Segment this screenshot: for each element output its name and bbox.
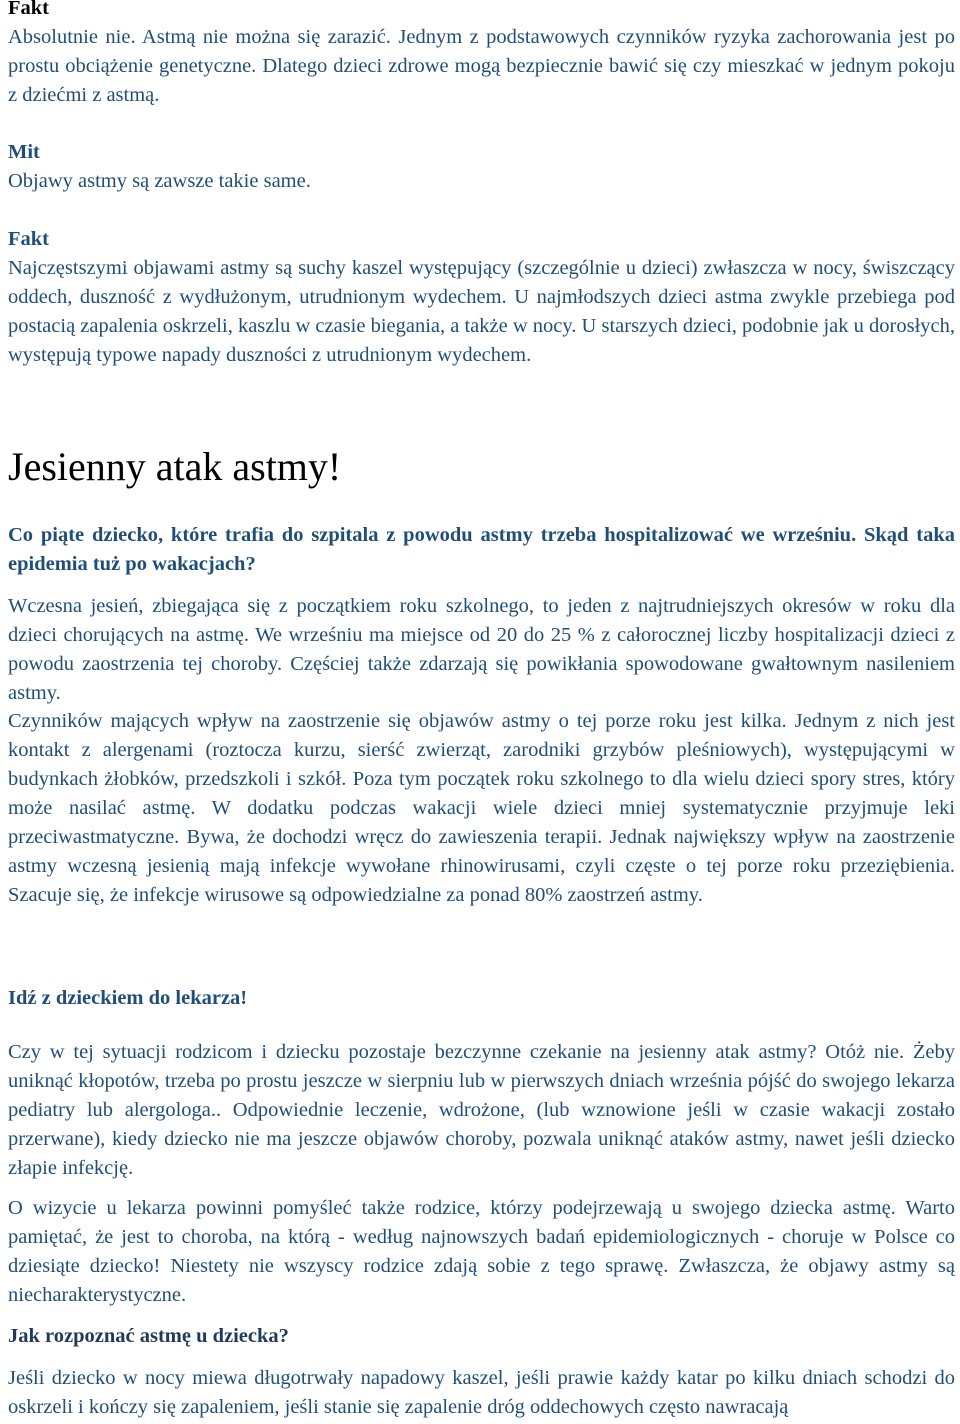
article-paragraph-5: Jeśli dziecko w nocy miewa długotrwały napadowy kaszel, jeśli prawie każdy katar po kilku dniach schodzi do oskrzeli i kończy się zapaleniem, jeśli stanie się zapalenie dróg oddechowych często nawracają bbox=[8, 1367, 955, 1418]
fakt-section-1 bbox=[8, 0, 955, 110]
fakt-heading: Fakt bbox=[8, 0, 49, 19]
subheading-doctor: Idź z dzieckiem do lekarza! bbox=[8, 987, 248, 1009]
article-paragraph-1: Wczesna jesień, zbiegająca się z początkiem roku szkolnego, to jeden z najtrudniejszych okresów w roku dla dzieci chorujących na astmę. We wrześniu ma miejsce od 20 do 25 % z całorocznej liczby hospitalizacji dzieci z powodu zaostrzenia tej choroby. Częściej także zdarzają się powikłania spowodowane gwałtownym nasileniem astmy. bbox=[8, 595, 955, 704]
subheading-diagnosis: Jak rozpoznać astmę u dziecka? bbox=[8, 1325, 289, 1347]
article-paragraph-4: O wizycie u lekarza powinni pomyśleć także rodzice, którzy podejrzewają u swojego dziecka astmę. Warto pamiętać, że jest to choroba, na którą - według najnowszych badań epidemiologicznych - choruje w Polsce co dziesiąte dziecko! Niestety nie wszyscy rodzice zdają sobie z tego sprawę. Zwłaszcza, że objawy astmy są niecharakterystyczne. bbox=[8, 1197, 955, 1306]
mit-text: Objawy astmy są zawsze takie same. bbox=[8, 170, 311, 192]
fakt-heading-2: Fakt bbox=[8, 228, 49, 250]
article-lead: Co piąte dziecko, które trafia do szpitala z powodu astmy trzeba hospitalizować we wrześniu. Skąd taka epidemia tuż po wakacjach? bbox=[8, 524, 955, 575]
mit-section bbox=[8, 138, 955, 196]
mit-heading: Mit bbox=[8, 141, 40, 163]
fakt-text: Absolutnie nie. Astmą nie można się zarazić. Jednym z podstawowych czynników ryzyka zachorowania jest po prostu obciążenie genetyczne. Dlatego dzieci zdrowe mogą bezpiecznie bawić się czy mieszkać w jednym pokoju z dziećmi z astmą. bbox=[8, 26, 955, 106]
article-title: Jesienny atak astmy! bbox=[8, 444, 342, 489]
fakt-text-2: Najczęstszymi objawami astmy są suchy kaszel występujący (szczególnie u dzieci) zwłaszcza w nocy, świszczący oddech, duszność z wydłużonym, utrudnionym wydechem. U najmłodszych dzieci astma zwykle przebiega pod postacią zapalenia oskrzeli, kaszlu w czasie biegania, a także w nocy. U starszych dzieci, podobnie jak u dorosłych, występują typowe napady duszności z utrudnionym wydechem. bbox=[8, 257, 955, 366]
article-paragraph-3: Czy w tej sytuacji rodzicom i dziecku pozostaje bezczynne czekanie na jesienny atak astmy? Otóż nie. Żeby uniknąć kłopotów, trzeba po prostu jeszcze w sierpniu lub w pierwszych dniach września pójść do swojego lekarza pediatry lub alergologa.. Odpowiednie leczenie, wdrożone, (lub wznowione jeśli w czasie wakacji zostało przerwane), kiedy dziecko nie ma jeszcze objawów choroby, pozwala uniknąć ataków astmy, nawet jeśli dziecko złapie infekcję. bbox=[8, 1041, 955, 1179]
fakt-section-2 bbox=[8, 225, 955, 370]
article-paragraph-2: Czynników mających wpływ na zaostrzenie się objawów astmy o tej porze roku jest kilka. Jednym z nich jest kontakt z alergenami (roztocza kurzu, sierść zwierząt, zarodniki grzybów pleśniowych), występującymi w budynkach żłobków, przedszkoli i szkół. Poza tym początek roku szkolnego to dla wielu dzieci spory stres, który może nasilać astmę. W dodatku podczas wakacji wiele dzieci mniej systematycznie przyjmuje leki przeciwastmatyczne. Bywa, że dochodzi wręcz do zawieszenia terapii. Jednak największy wpływ na zaostrzenie astmy wczesną jesienią mają infekcje wywołane rhinowirusami, czyli częste o tej porze roku przeziębienia. Szacuje się, że infekcje wirusowe są odpowiedzialne za ponad 80% zaostrzeń astmy. bbox=[8, 710, 955, 906]
